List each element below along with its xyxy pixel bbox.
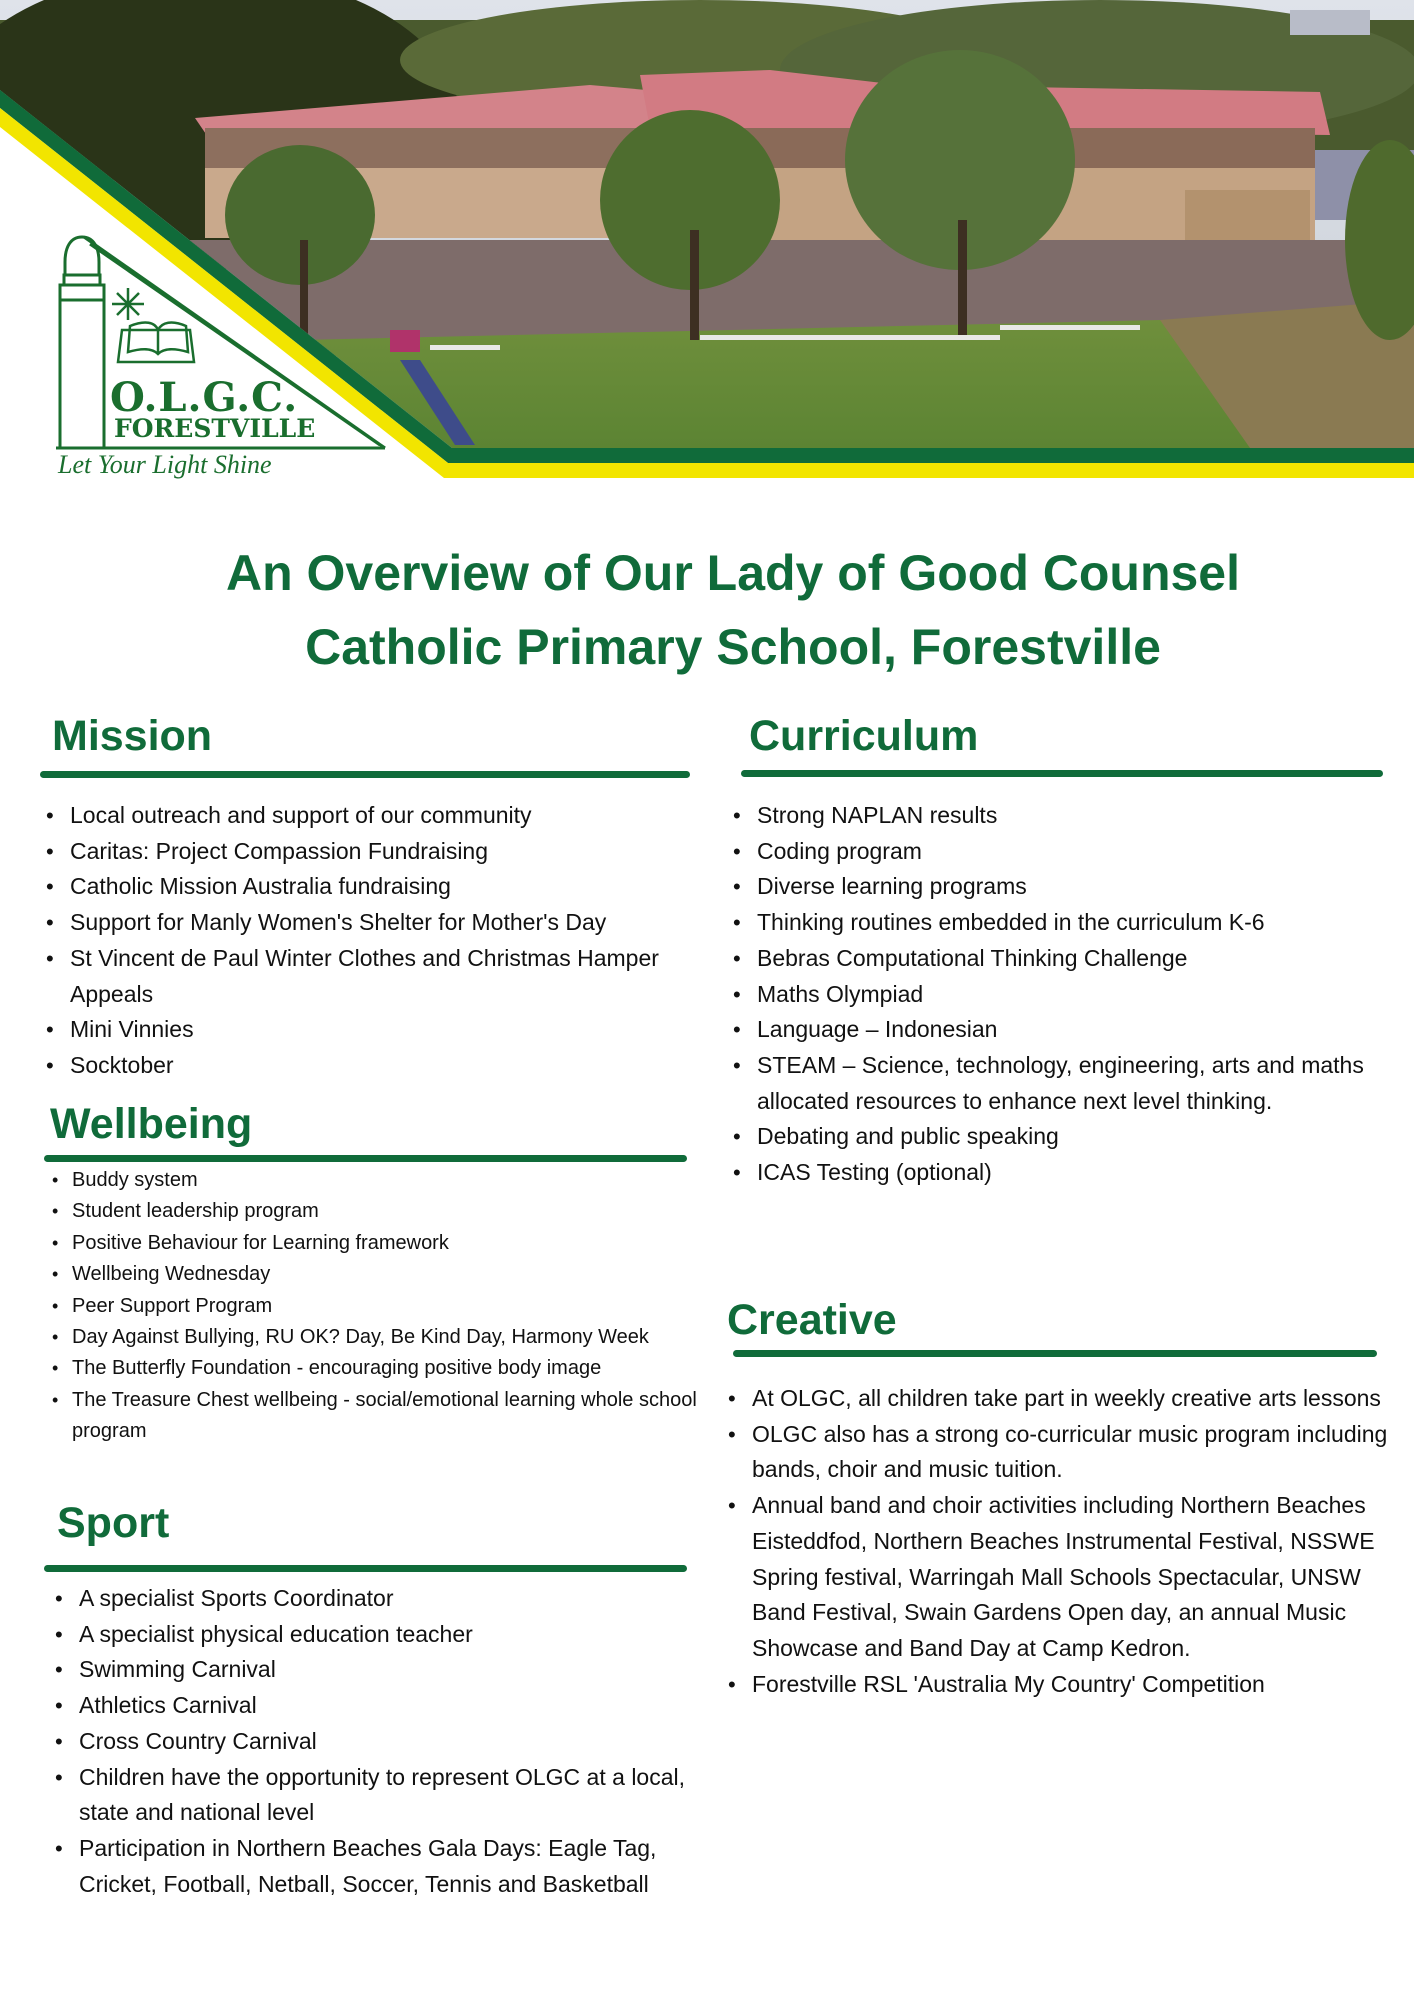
list-item: • Diverse learning programs	[757, 869, 1397, 905]
sport-heading: Sport	[57, 1499, 170, 1547]
open-book-icon	[118, 323, 194, 362]
mission-list	[70, 798, 700, 1084]
page-title-line-2: Catholic Primary School, Forestville	[305, 619, 1161, 675]
page-title	[0, 536, 1414, 684]
list-item: • Peer Support Program	[72, 1291, 697, 1322]
list-item: • Swimming Carnival	[79, 1652, 699, 1688]
list-item: • A specialist physical education teacher	[79, 1617, 699, 1653]
list-item: • Debating and public speaking	[757, 1119, 1397, 1155]
sport-divider	[44, 1565, 687, 1572]
list-item: • Caritas: Project Compassion Fundraising	[70, 834, 700, 870]
list-item: • Bebras Computational Thinking Challenge	[757, 941, 1397, 977]
list-item: • A specialist Sports Coordinator	[79, 1581, 699, 1617]
page-title-line-1: An Overview of Our Lady of Good Counsel	[226, 545, 1240, 601]
list-item: • Cross Country Carnival	[79, 1724, 699, 1760]
mission-divider	[40, 771, 690, 778]
list-item: • Forestville RSL 'Australia My Country' Competition	[752, 1667, 1392, 1703]
curriculum-divider	[741, 770, 1383, 777]
list-item: • Catholic Mission Australia fundraising	[70, 869, 700, 905]
list-item: • Annual band and choir activities including Northern Beaches Eisteddfod, Northern Beaches Instrumental Festival, NSSWE Spring festival, Warringah Mall Schools Spectacular, UNSW Band Festival, Swain Gardens Open day, an annual Music Showcase and Band Day at Camp Kedron.	[752, 1488, 1392, 1667]
creative-divider	[733, 1350, 1377, 1357]
list-item: • Language – Indonesian	[757, 1012, 1397, 1048]
list-item: • Student leadership program	[72, 1196, 697, 1227]
logo-initials: O.L.G.C.	[110, 374, 299, 421]
logo-location: FORESTVILLE	[114, 414, 316, 443]
list-item: • Socktober	[70, 1048, 700, 1084]
list-item: • Thinking routines embedded in the curriculum K-6	[757, 905, 1397, 941]
list-item: • STEAM – Science, technology, engineering, arts and maths allocated resources to enhance next level thinking.	[757, 1048, 1397, 1119]
list-item: • Mini Vinnies	[70, 1012, 700, 1048]
wellbeing-divider	[44, 1155, 687, 1162]
creative-list	[752, 1381, 1392, 1702]
list-item: • The Treasure Chest wellbeing - social/emotional learning whole school program	[72, 1385, 697, 1448]
mission-heading: Mission	[52, 712, 213, 760]
list-item: • Buddy system	[72, 1165, 697, 1196]
list-item: • Local outreach and support of our community	[70, 798, 700, 834]
list-item: • ICAS Testing (optional)	[757, 1155, 1397, 1191]
list-item: • St Vincent de Paul Winter Clothes and Christmas Hamper Appeals	[70, 941, 700, 1012]
wellbeing-list	[72, 1165, 697, 1448]
curriculum-list	[757, 798, 1397, 1191]
creative-heading: Creative	[727, 1296, 897, 1344]
list-item: • Maths Olympiad	[757, 977, 1397, 1013]
logo-tagline: Let Your Light Shine	[58, 450, 272, 479]
list-item: • OLGC also has a strong co-curricular music program including bands, choir and music tuition.	[752, 1417, 1392, 1488]
wellbeing-heading: Wellbeing	[50, 1100, 253, 1148]
list-item: • Day Against Bullying, RU OK? Day, Be Kind Day, Harmony Week	[72, 1322, 697, 1353]
list-item: • Athletics Carnival	[79, 1688, 699, 1724]
header-banner	[0, 0, 1414, 480]
curriculum-heading: Curriculum	[749, 712, 979, 760]
list-item: • Coding program	[757, 834, 1397, 870]
sport-list	[79, 1581, 699, 1902]
list-item: • Children have the opportunity to represent OLGC at a local, state and national level	[79, 1760, 699, 1831]
list-item: • Wellbeing Wednesday	[72, 1259, 697, 1290]
list-item: • The Butterfly Foundation - encouraging positive body image	[72, 1353, 697, 1384]
list-item: • Strong NAPLAN results	[757, 798, 1397, 834]
list-item: • At OLGC, all children take part in weekly creative arts lessons	[752, 1381, 1392, 1417]
list-item: • Positive Behaviour for Learning framework	[72, 1228, 697, 1259]
list-item: • Participation in Northern Beaches Gala Days: Eagle Tag, Cricket, Football, Netball, Soccer, Tennis and Basketball	[79, 1831, 699, 1902]
list-item: • Support for Manly Women's Shelter for Mother's Day	[70, 905, 700, 941]
